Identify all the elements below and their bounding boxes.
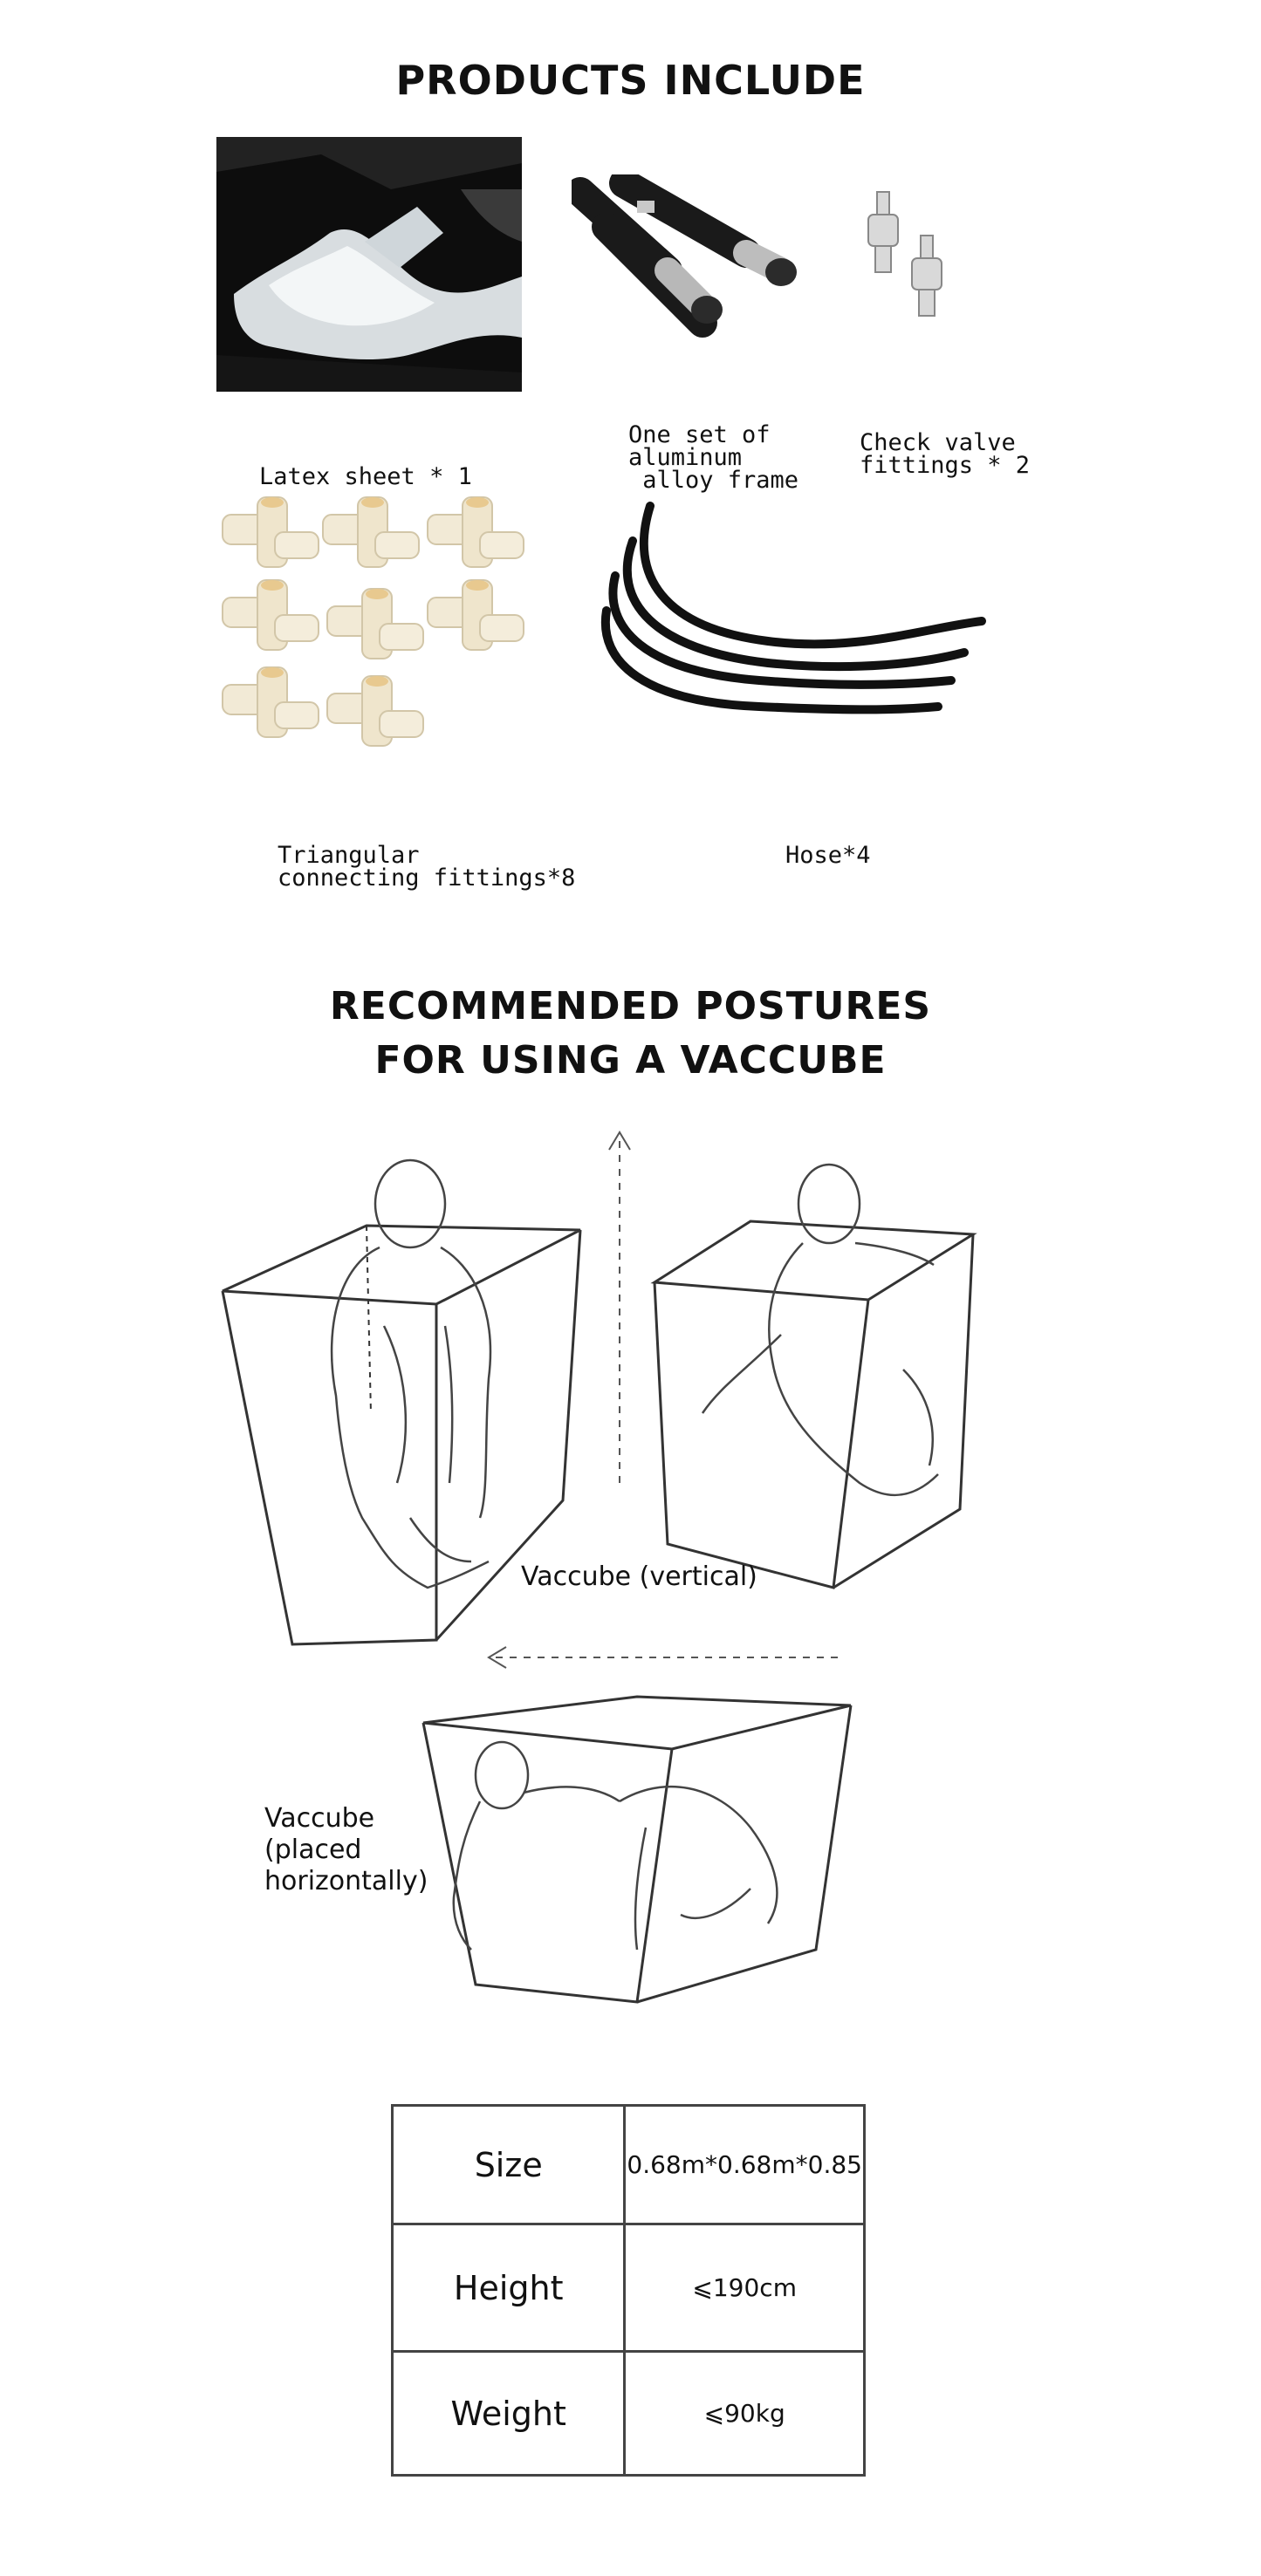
arrow-up-icon: [602, 1125, 637, 1492]
check-valve-label: Check valve fittings * 2: [860, 429, 1031, 479]
vaccube-horizontal-label: Vaccube (placed horizontally): [264, 1803, 428, 1896]
vertical-cube-kneeling-sketch: [641, 1151, 990, 1605]
hose-label: Hose*4: [785, 842, 871, 869]
table-row: [393, 2352, 865, 2476]
postures-title-line2: FOR USING A VACCUBE: [374, 1038, 887, 1083]
products-title: PRODUCTS INCLUDE: [395, 57, 866, 104]
spec-key-weight: Weight: [393, 2352, 625, 2476]
spec-value-weight: ⩽90kg: [625, 2352, 865, 2476]
aluminum-frame-label: One set of aluminum alloy frame: [628, 421, 799, 494]
spec-value-height: ⩽190cm: [625, 2224, 865, 2352]
arrow-left-icon: [480, 1640, 846, 1675]
latex-sheet-label: Latex sheet * 1: [259, 463, 472, 490]
postures-title-line1: RECOMMENDED POSTURES: [329, 984, 932, 1028]
latex-sheet-image: [216, 137, 522, 392]
spec-table: [391, 2104, 866, 2477]
vaccube-vertical-label: Vaccube (vertical): [521, 1561, 757, 1592]
spec-key-size: Size: [393, 2106, 625, 2224]
triangular-fittings-image: [218, 493, 541, 798]
aluminum-frame-image: [572, 174, 798, 349]
table-row: [393, 2106, 865, 2224]
spec-key-height: Height: [393, 2224, 625, 2352]
triangular-fittings-label: Triangular connecting fittings*8: [278, 842, 576, 892]
horizontal-cube-sketch: [419, 1688, 855, 2019]
hose-image: [593, 497, 995, 733]
table-row: [393, 2224, 865, 2352]
spec-value-size: 0.68m*0.68m*0.85: [625, 2106, 865, 2224]
check-valve-image: [851, 183, 973, 340]
